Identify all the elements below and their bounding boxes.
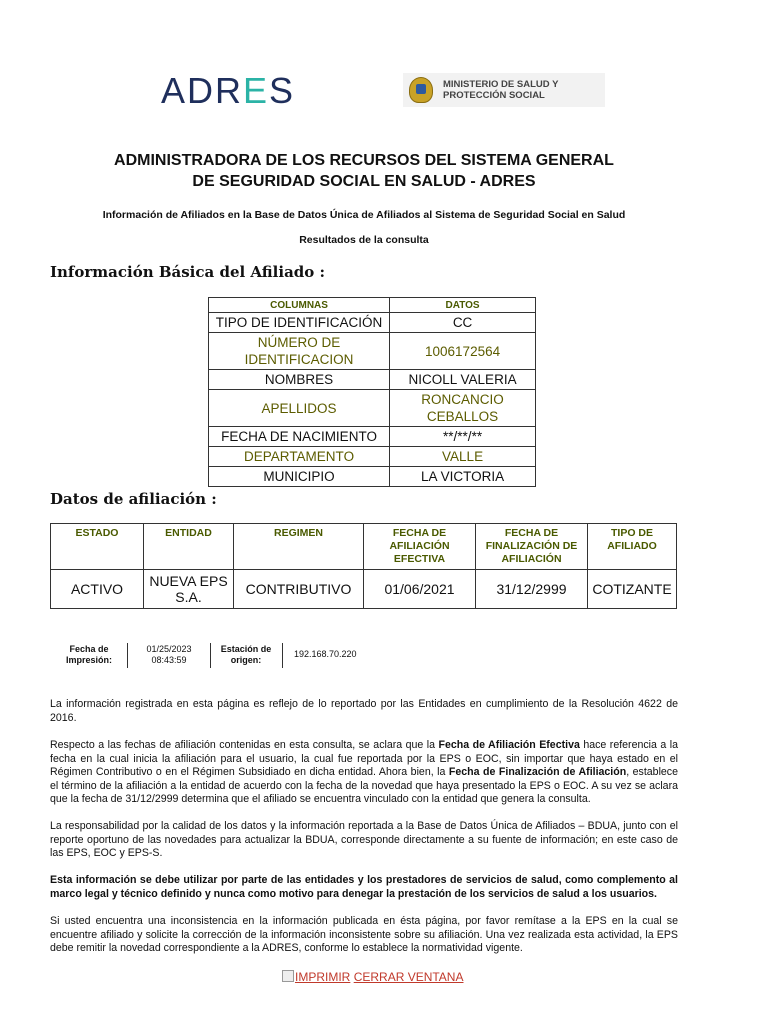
cell-fecha-afiliacion: 01/06/2021 bbox=[364, 570, 476, 609]
colombia-seal-icon bbox=[409, 77, 433, 103]
origin-station-label: Estación de origen: bbox=[220, 644, 272, 665]
table-row bbox=[209, 390, 536, 427]
table-row bbox=[209, 370, 536, 390]
row-label: TIPO DE IDENTIFICACIÓN bbox=[209, 313, 390, 333]
note-paragraph-4: Esta información se debe utilizar por parte de las entidades y los prestadores de servicios de salud, como complemento al marco legal y técnico definido y nunca como motivo para denegar la prestación de los servicios de salud a los usuarios. bbox=[50, 874, 678, 900]
page-title-line2: DE SEGURIDAD SOCIAL EN SALUD - ADRES bbox=[192, 173, 536, 190]
cell-regimen: CONTRIBUTIVO bbox=[234, 570, 364, 609]
text-span: hace referencia a la fecha en la cual inicia la afiliación para el usuario, la cual fue reportada por la EPS o EOC, sin importar que haya estado en el Régimen Contributivo o en el Régimen Subsidiado en dicha entidad. Ahora bien, la bbox=[50, 739, 678, 778]
note-paragraph-1: La información registrada en esta página es reflejo de lo reportado por las Entidades en cumplimiento de la Resolución 4622 de 2016. bbox=[50, 698, 678, 724]
table-header-row bbox=[51, 524, 677, 570]
table-row bbox=[209, 467, 536, 487]
row-label: MUNICIPIO bbox=[209, 467, 390, 487]
logo-text-s: S bbox=[269, 70, 296, 111]
print-date-label: Fecha de Impresión: bbox=[65, 644, 112, 665]
note-paragraph-2 bbox=[50, 739, 678, 807]
row-label: NÚMERO DE IDENTIFICACION bbox=[209, 333, 390, 370]
column-header: FECHA DE FINALIZACIÓN DE AFILIACIÓN bbox=[476, 524, 588, 570]
divider bbox=[127, 643, 128, 668]
row-value: **/**/** bbox=[390, 427, 536, 447]
ministry-logo bbox=[403, 73, 605, 107]
logo-plus-e: E bbox=[243, 70, 270, 111]
affiliation-heading: Datos de afiliación : bbox=[50, 490, 217, 508]
row-label: DEPARTAMENTO bbox=[209, 447, 390, 467]
bold-term: Fecha de Afiliación Efectiva bbox=[438, 739, 580, 751]
row-label: NOMBRES bbox=[209, 370, 390, 390]
text-span: Respecto a las fechas de afiliación contenidas en esta consulta, se aclara que la bbox=[50, 739, 439, 751]
cell-fecha-finalizacion: 31/12/2999 bbox=[476, 570, 588, 609]
row-value: NICOLL VALERIA bbox=[390, 370, 536, 390]
divider bbox=[210, 643, 211, 668]
table-row bbox=[209, 427, 536, 447]
column-header: FECHA DE AFILIACIÓN EFECTIVA bbox=[364, 524, 476, 570]
print-link-label: IMPRIMIR bbox=[295, 970, 351, 984]
table-row bbox=[209, 333, 536, 370]
note-paragraph-5: Si usted encuentra una inconsistencia en la información publicada en ésta página, por favor remítase a la EPS en la cual se encuentre afiliado y solicite la corrección de la información inconsistente sobre su afiliación. Una vez realizada esta actividad, la EPS debe remitir la novedad correspondiente a la ADRES, conforme lo establece la normatividad vigente. bbox=[50, 915, 678, 954]
column-header: REGIMEN bbox=[234, 524, 364, 570]
table-row bbox=[209, 447, 536, 467]
column-header: TIPO DE AFILIADO bbox=[588, 524, 677, 570]
note-paragraph-3: La responsabilidad por la calidad de los datos y la información reportada a la Base de Datos Única de Afiliados – BDUA, junto con el reporte oportuno de las novedades para actualizar la BDUA, corresponde directamente a su fuente de información; en este caso de las EPS, EOC y EPS-S. bbox=[50, 820, 678, 859]
divider bbox=[282, 643, 283, 668]
row-label: FECHA DE NACIMIENTO bbox=[209, 427, 390, 447]
logo-text: ADR bbox=[161, 70, 244, 111]
cell-entidad: NUEVA EPS S.A. bbox=[144, 570, 234, 609]
table-header-row bbox=[209, 298, 536, 313]
page-subtitle: Información de Afiliados en la Base de Datos Única de Afiliados al Sistema de Seguridad Social en Salud bbox=[102, 209, 626, 221]
table-row bbox=[209, 313, 536, 333]
column-header: ESTADO bbox=[51, 524, 144, 570]
close-window-link[interactable]: CERRAR VENTANA bbox=[353, 970, 464, 984]
adres-logo bbox=[161, 70, 295, 112]
results-label: Resultados de la consulta bbox=[299, 234, 429, 246]
bold-term: Fecha de Finalización de Afiliación bbox=[448, 766, 627, 778]
row-value: LA VICTORIA bbox=[390, 467, 536, 487]
column-header: ENTIDAD bbox=[144, 524, 234, 570]
basic-info-heading: Información Básica del Afiliado : bbox=[50, 263, 326, 281]
table-row bbox=[51, 570, 677, 609]
column-header: COLUMNAS bbox=[209, 298, 390, 313]
row-label: APELLIDOS bbox=[209, 390, 390, 427]
basic-info-table bbox=[208, 297, 536, 487]
origin-station-value: 192.168.70.220 bbox=[294, 649, 357, 659]
row-value: RONCANCIO CEBALLOS bbox=[390, 390, 536, 427]
row-value: CC bbox=[390, 313, 536, 333]
text-span: , establece el término de la afiliación a la entidad de acuerdo con la fecha de la novedad que haya presentado la EPS o EOC. A su vez se aclara que la fecha de 31/12/2999 determina que el afiliado se encuentra vinculado con la entidad que genera la consulta. bbox=[50, 766, 678, 805]
print-date-value: 01/25/2023 08:43:59 bbox=[146, 644, 192, 665]
page-title-line1: ADMINISTRADORA DE LOS RECURSOS DEL SISTEMA GENERAL bbox=[114, 152, 614, 169]
row-value: 1006172564 bbox=[390, 333, 536, 370]
column-header: DATOS bbox=[390, 298, 536, 313]
action-links bbox=[282, 970, 463, 984]
ministry-name: MINISTERIO DE SALUD Y PROTECCIÓN SOCIAL bbox=[443, 79, 559, 101]
cell-tipo-afiliado: COTIZANTE bbox=[588, 570, 677, 609]
print-link[interactable] bbox=[282, 970, 350, 984]
affiliation-table bbox=[50, 523, 677, 609]
row-value: VALLE bbox=[390, 447, 536, 467]
cell-estado: ACTIVO bbox=[51, 570, 144, 609]
broken-image-icon bbox=[282, 970, 294, 982]
